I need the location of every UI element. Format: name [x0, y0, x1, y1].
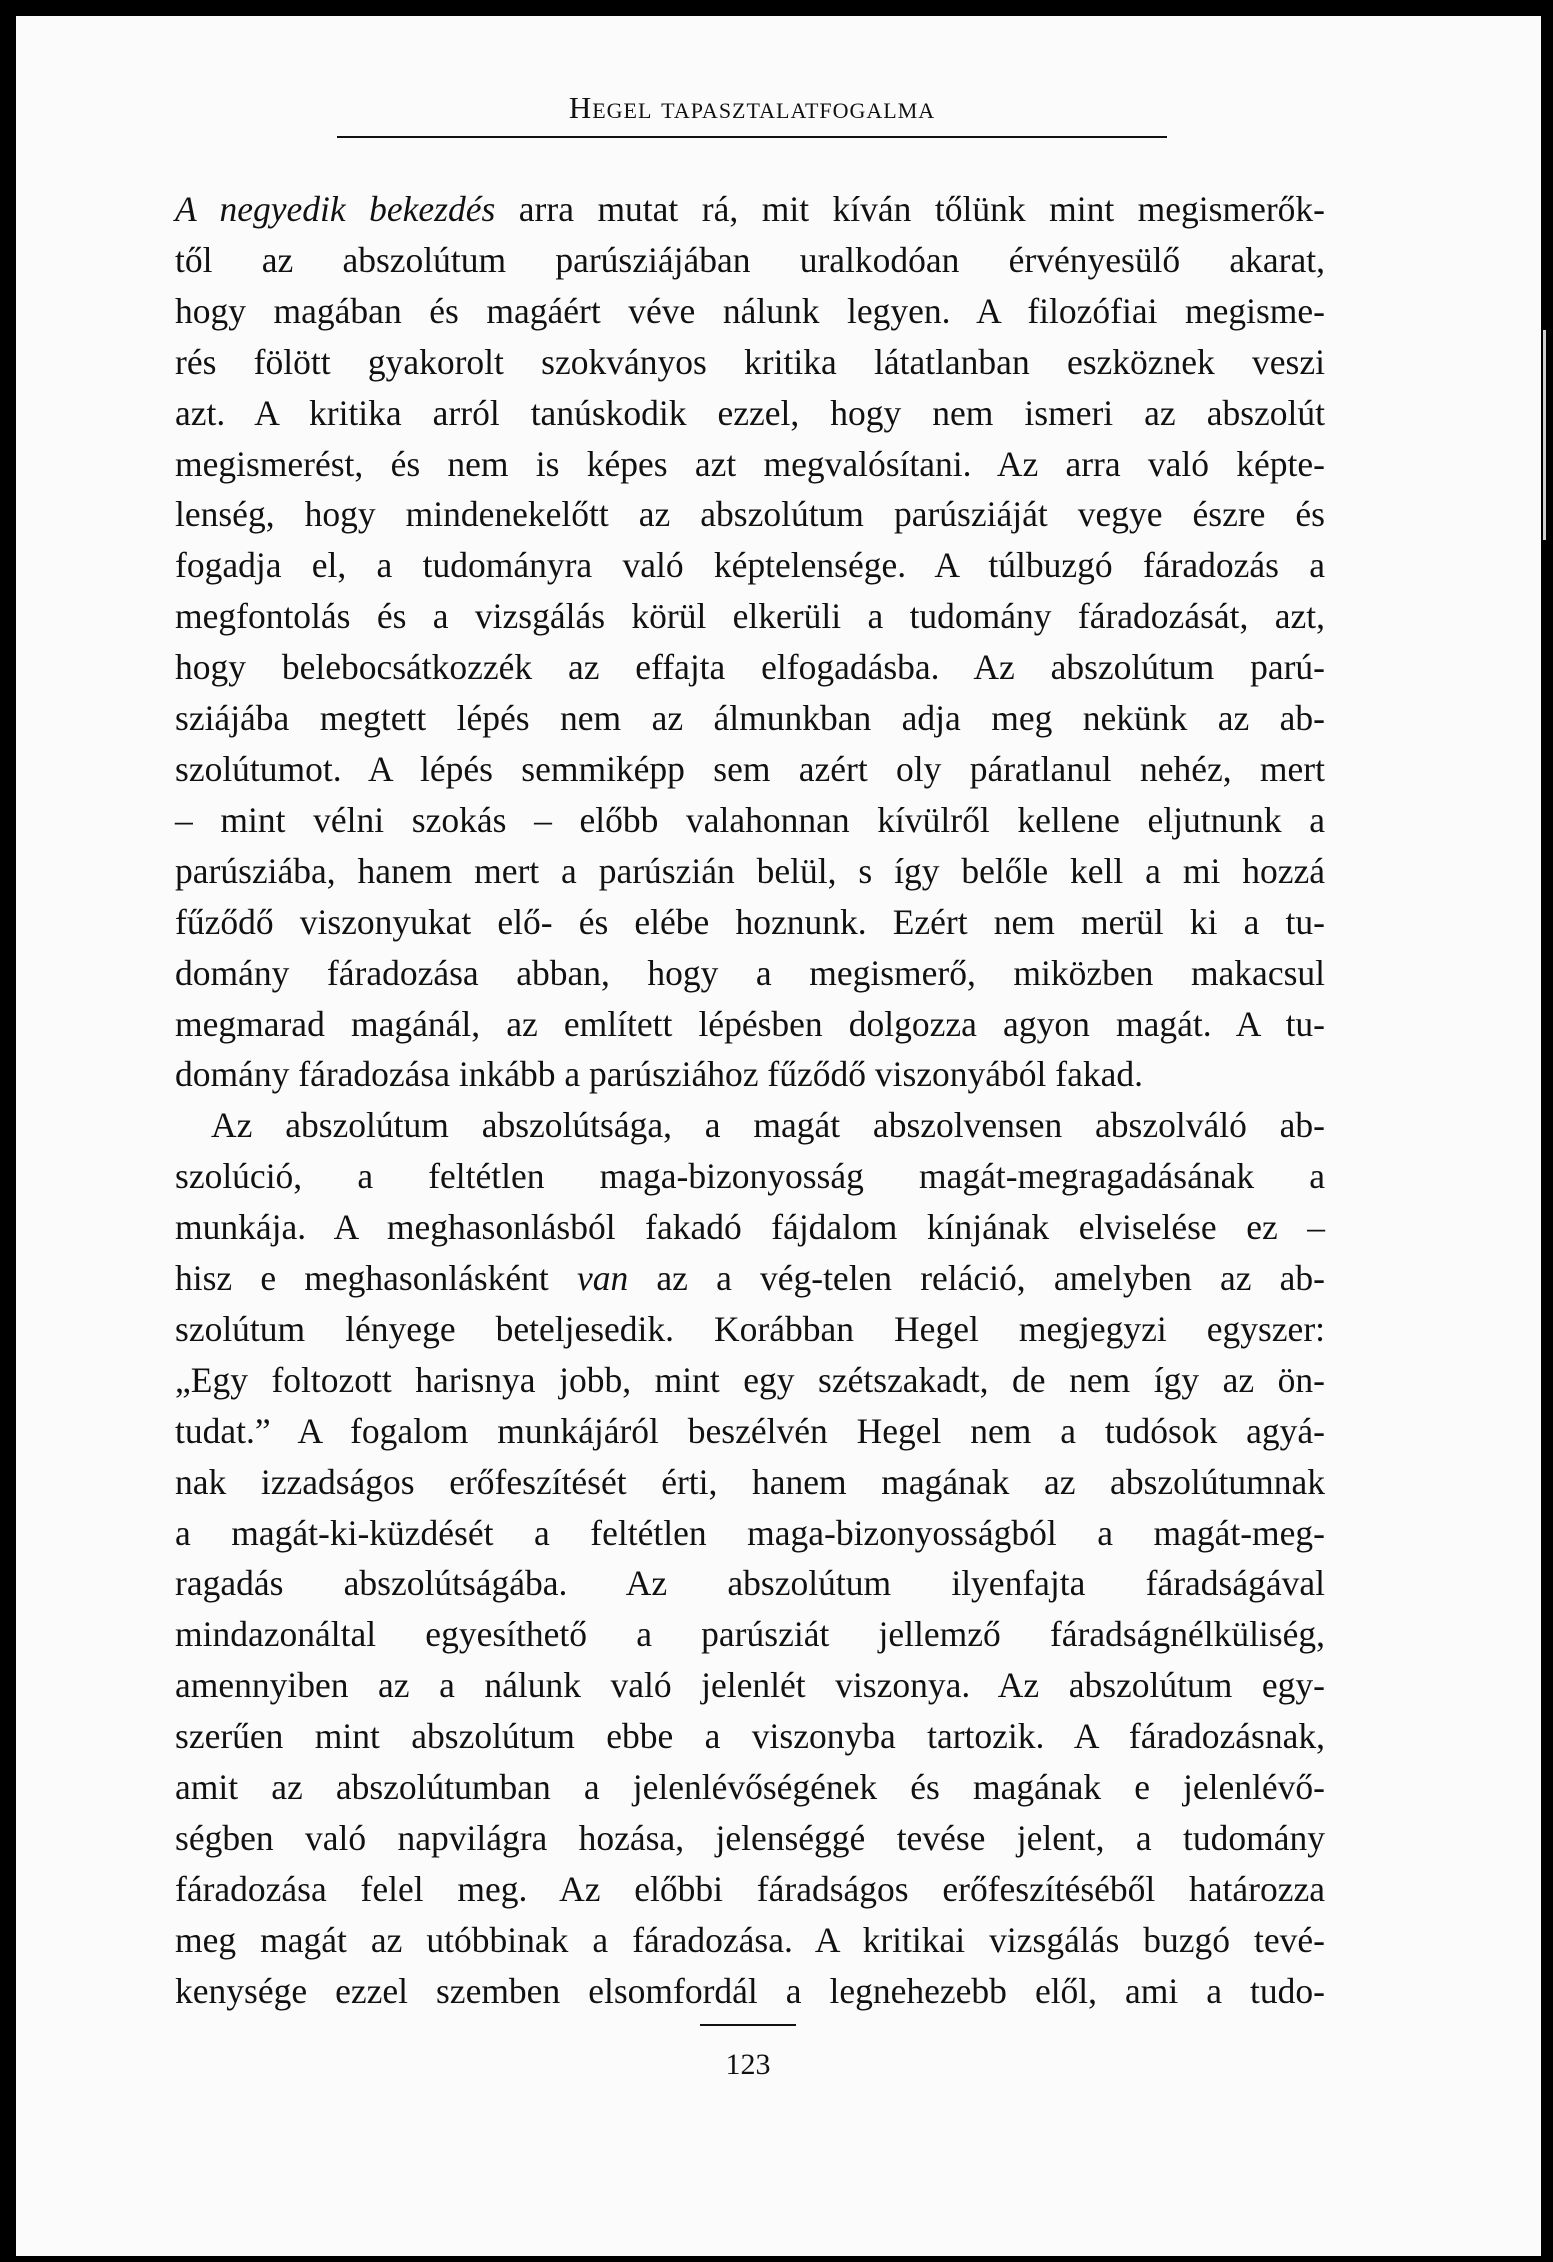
- text-line: domány fáradozása abban, hogy a megismerő, miközben makacsul: [175, 952, 1325, 993]
- text-line: szolútumot. A lépés semmiképp sem azért oly páratlanul nehéz, mert: [175, 748, 1325, 789]
- text-line: munkája. A meghasonlásból fakadó fájdalom kínjának elviselése ez –: [175, 1207, 1325, 1248]
- page-number: 123: [725, 2048, 771, 2081]
- text-line: amit az abszolútumban a jelenlévőségének és magának e jelenlévő-: [175, 1767, 1325, 1808]
- text-line: rés fölött gyakorolt szokványos kritika látatlanban eszköznek veszi: [175, 341, 1325, 382]
- text-line: lenség, hogy mindenekelőtt az abszolútum parúsziáját vegye észre és: [175, 494, 1325, 535]
- text-line: szerűen mint abszolútum ebbe a viszonyba tartozik. A fáradozásnak,: [175, 1716, 1325, 1757]
- text-line: hisz e meghasonlásként van az a vég-telen reláció, amelyben az ab-: [175, 1258, 1326, 1299]
- text-line: megfontolás és a vizsgálás körül elkerüli a tudomány fáradozását, azt,: [175, 596, 1325, 637]
- text-line: hogy belebocsátkozzék az effajta elfogadásba. Az abszolútum parú-: [175, 647, 1325, 688]
- text-line: szolúció, a feltétlen maga-bizonyosság magát-megragadásának a: [175, 1156, 1325, 1197]
- text-line: – mint vélni szokás – előbb valahonnan kívülről kellene eljutnunk a: [175, 799, 1325, 840]
- text-line: nak izzadságos erőfeszítését érti, hanem magának az abszolútumnak: [175, 1461, 1325, 1502]
- body-text: [175, 184, 1325, 2017]
- text-line: amennyiben az a nálunk való jelenlét viszonya. Az abszolútum egy-: [175, 1665, 1325, 1706]
- text-line: parúsziába, hanem mert a parúszián belül, s így belőle kell a mi hozzá: [175, 850, 1325, 891]
- running-header: Hegel tapasztalatfogalma: [568, 90, 936, 125]
- text-line: Az abszolútum abszolútsága, a magát abszolvensen abszolváló ab-: [211, 1105, 1325, 1146]
- footer-rule: [700, 2024, 796, 2026]
- text-line: ragadás abszolútságába. Az abszolútum ilyenfajta fáradságával: [175, 1563, 1325, 1604]
- text-line: A negyedik bekezdés arra mutat rá, mit kíván tőlünk mint megismerők-: [175, 189, 1325, 229]
- header-rule: [337, 136, 1167, 138]
- text-line: meg magát az utóbbinak a fáradozása. A kritikai vizsgálás buzgó tevé-: [175, 1919, 1325, 1960]
- text-line: től az abszolútum parúsziájában uralkodóan érvényesülő akarat,: [175, 239, 1325, 280]
- text-line: tudat.” A fogalom munkájáról beszélvén Hegel nem a tudósok agyá-: [175, 1410, 1325, 1451]
- text-line: hogy magában és magáért véve nálunk legyen. A filozófiai megisme-: [175, 290, 1325, 331]
- italic-word: van: [576, 1258, 629, 1299]
- scan-edge-mark: [1543, 330, 1546, 540]
- text-line: a magát-ki-küzdését a feltétlen maga-bizonyosságból a magát-meg-: [175, 1512, 1325, 1553]
- text-line: fogadja el, a tudományra való képtelensége. A túlbuzgó fáradozás a: [175, 545, 1325, 586]
- text-line: ségben való napvilágra hozása, jelenséggé tevése jelent, a tudomány: [175, 1818, 1325, 1858]
- text-line: „Egy foltozott harisnya jobb, mint egy szétszakadt, de nem így az ön-: [175, 1359, 1325, 1400]
- text-line: kenysége ezzel szemben elsomfordál a legnehezebb elől, ami a tudo-: [175, 1970, 1325, 2011]
- text-line: fáradozása felel meg. Az előbbi fáradságos erőfeszítéséből határozza: [175, 1868, 1325, 1909]
- text-line: mindazonáltal egyesíthető a parúsziát jellemző fáradságnélküliség,: [175, 1614, 1325, 1655]
- text-line: fűződő viszonyukat elő- és elébe hoznunk. Ezért nem merül ki a tu-: [175, 901, 1325, 942]
- text-line: megismerést, és nem is képes azt megvalósítani. Az arra való képte-: [175, 443, 1325, 484]
- italic-lead: A negyedik bekezdés: [175, 189, 496, 229]
- text-line: szolútum lényege beteljesedik. Korábban Hegel megjegyzi egyszer:: [175, 1308, 1325, 1349]
- text-line: domány fáradozása inkább a parúsziához fűződő viszonyából fakad.: [175, 1054, 1143, 1095]
- text-line: azt. A kritika arról tanúskodik ezzel, hogy nem ismeri az abszolút: [175, 392, 1325, 433]
- text-line: megmarad magánál, az említett lépésben dolgozza agyon magát. A tu-: [175, 1003, 1325, 1044]
- text-line: sziájába megtett lépés nem az álmunkban adja meg nekünk az ab-: [175, 698, 1325, 739]
